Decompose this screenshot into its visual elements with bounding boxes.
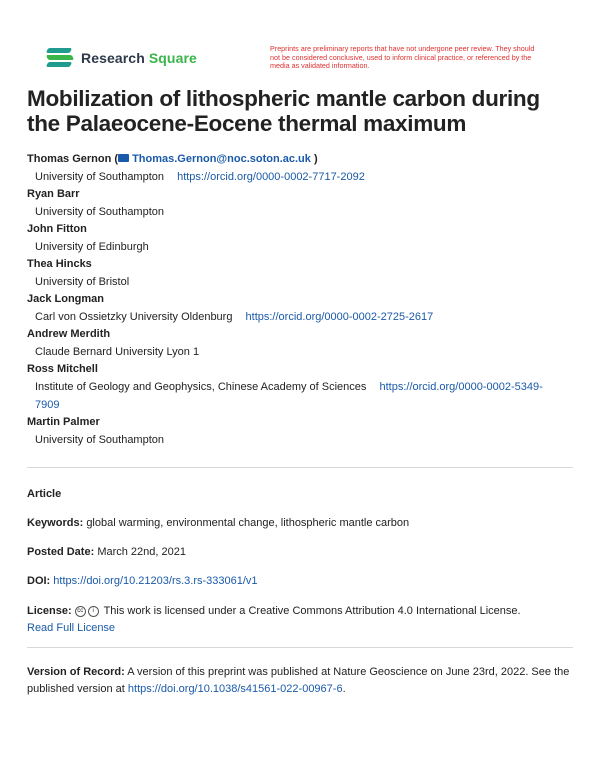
article-type: Article xyxy=(27,488,62,500)
by-icon: i xyxy=(88,606,99,617)
author-affiliation: Claude Bernard University Lyon 1 xyxy=(35,346,200,358)
orcid-link[interactable]: https://orcid.org/0000-0002-2725-2617 xyxy=(245,311,434,323)
version-of-record: Version of Record: A version of this preprint was published at Nature Geoscience on June 23rd, 2022. See the published version at https://doi.org/10.1038/s41561-022-00967-6. xyxy=(27,666,570,695)
author-name: Martin Palmer xyxy=(27,416,100,428)
keywords-value: global warming, environmental change, lithospheric mantle carbon xyxy=(86,517,410,529)
keywords-label: Keywords: xyxy=(27,517,84,529)
read-full-license-link[interactable]: Read Full License xyxy=(27,622,116,634)
posted-date xyxy=(27,544,573,561)
vor-label: Version of Record: xyxy=(27,666,125,678)
orcid-link-continued[interactable]: 7909 xyxy=(35,399,60,411)
cc-icon: cc xyxy=(75,606,86,617)
orcid-link[interactable]: https://orcid.org/0000-0002-5349- xyxy=(379,381,543,393)
author-name: Thea Hincks xyxy=(27,258,92,270)
divider xyxy=(27,467,573,468)
vor-text: A version of this preprint was published at Nature Geoscience on June 23rd, 2022. See the published version at xyxy=(27,666,570,695)
keywords xyxy=(27,515,573,532)
author-name: John Fitton xyxy=(27,223,87,235)
author-name: Ryan Barr xyxy=(27,188,80,200)
license-label: License: xyxy=(27,605,72,617)
author-name: Thomas Gernon xyxy=(27,153,112,165)
author-affiliation: University of Southampton xyxy=(35,206,165,218)
author-affiliation: Carl von Ossietzky University Oldenburg xyxy=(35,311,233,323)
author-list xyxy=(27,151,573,449)
author-name: Jack Longman xyxy=(27,293,105,305)
doi xyxy=(27,573,573,590)
license xyxy=(27,603,573,637)
author-affiliation: University of Edinburgh xyxy=(35,241,149,253)
author-item xyxy=(27,186,573,221)
research-square-logo-icon xyxy=(47,47,75,69)
author-item: Thomas Gernon ( Thomas.Gernon@noc.soton.ac.uk ) University of Southampton https://orcid.org/0000-0002-7717-2092 xyxy=(27,153,365,183)
divider xyxy=(27,647,573,648)
doi-label: DOI: xyxy=(27,575,51,587)
author-affiliation: University of Southampton xyxy=(35,171,165,183)
author-item xyxy=(27,326,573,361)
posted-value: March 22nd, 2021 xyxy=(97,546,186,558)
preprint-notice: Preprints are preliminary reports that have not undergone peer review. They should not be considered conclusive, used to inform clinical practice, or referenced by the media as validated information. xyxy=(270,44,535,70)
author-item xyxy=(27,291,573,326)
research-square-logo[interactable] xyxy=(47,47,197,69)
doi-link[interactable]: https://doi.org/10.21203/rs.3.rs-333061/v1 xyxy=(53,575,258,587)
author-name: Andrew Merdith xyxy=(27,328,111,340)
vor-link[interactable]: https://doi.org/10.1038/s41561-022-00967-6 xyxy=(127,683,343,695)
author-name: Ross Mitchell xyxy=(27,363,98,375)
orcid-link[interactable]: https://orcid.org/0000-0002-7717-2092 xyxy=(177,171,365,183)
author-item xyxy=(27,414,573,449)
paper-title: Mobilization of lithospheric mantle carbon during the Palaeocene-Eocene thermal maximum xyxy=(27,86,540,136)
author-item xyxy=(27,221,573,256)
author-affiliation: Institute of Geology and Geophysics, Chinese Academy of Sciences xyxy=(35,381,367,393)
author-affiliation: University of Southampton xyxy=(35,434,165,446)
posted-label: Posted Date: xyxy=(27,546,95,558)
envelope-icon xyxy=(118,154,129,162)
author-item xyxy=(27,256,573,291)
brand-name: Research Square xyxy=(81,50,197,66)
author-item xyxy=(27,361,573,414)
author-email[interactable]: Thomas.Gernon@noc.soton.ac.uk xyxy=(118,153,311,165)
license-text: This work is licensed under a Creative Commons Attribution 4.0 International License. xyxy=(103,605,521,617)
author-affiliation: University of Bristol xyxy=(35,276,130,288)
